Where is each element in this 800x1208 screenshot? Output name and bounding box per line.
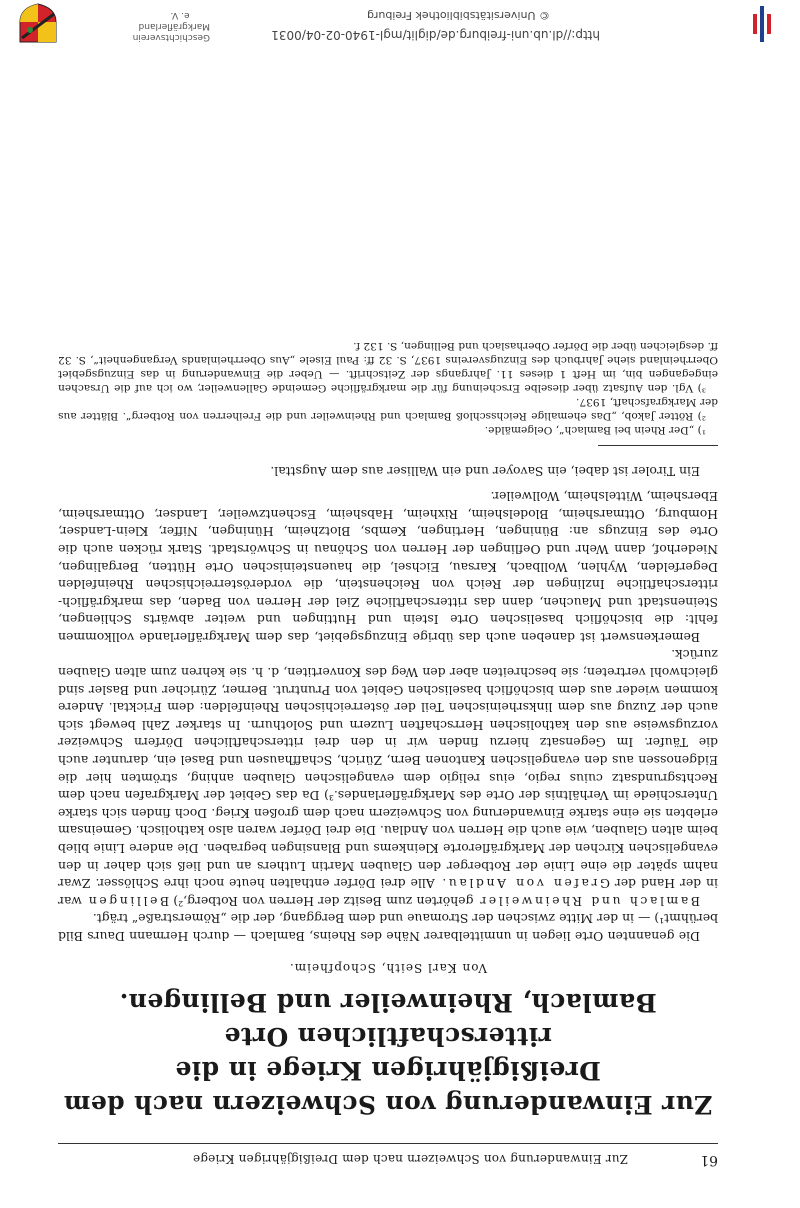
body-paragraph: [58, 646, 718, 910]
page-content: [58, 339, 718, 1168]
society-line: Geschichtsverein: [132, 32, 210, 42]
footnote: ³) Vgl. den Aufsatz über dieselbe Erscheinung für die markgräfliche Gemeinde Gallenweiler, wo ich auf die Ursachen eingegangen bin, im Heft 1 dieses 11. Jahrgangs der Zeitschrift. — Ueber die Einwanderung in das Einzugsgebiet Oberrheinland siehe Jahrbuch des Einzugsvereins 1937, S. 32 ff: Paul Eisele „Aus Oberrheinlands Vergangenheit“, S. 32 ff. desgleichen über die Dörfer Oberhaslach und Bellingen, S. 132 f.: [58, 339, 718, 394]
society-line: Markgräflerland e. V.: [138, 10, 210, 31]
article-title: [58, 985, 718, 1121]
page-number: 61: [700, 1152, 718, 1168]
footnote: ²) Rötter Jakob, „Das ehemalige Reichsschloß Bamlach und Rheinweiler und die Freiherren von Rotberg“. Blätter aus der Markgrafschaft, 1937.: [58, 395, 718, 422]
footnote-divider: [598, 445, 718, 446]
author-line: Von Karl Seith, Schopfheim.: [288, 961, 488, 975]
running-head-title: Zur Einwanderung von Schweizern nach dem Dreißigjährigen Kriege: [192, 1152, 628, 1166]
institution-credit: © Universitätsbibliothek Freiburg: [367, 9, 550, 22]
intro-paragraph: Die genannten Orte liegen in unmittelbarer Nähe des Rheins, Bamlach — durch Hermann Daurs Bild berühmt¹) — in der Mitte zwischen der Stromaue und dem Berggang, der die „Römerstraße“ trägt.: [58, 911, 718, 944]
title-line: Bamlach, Rheinweiler und Bellingen.: [119, 988, 657, 1017]
footnote: ¹) „Der Rhein bei Bamlach“, Oelgemälde.: [484, 423, 706, 436]
source-url: http://dl.ub.uni-freiburg.de/diglit/mgl-1940-02-04/0031: [271, 28, 600, 42]
ub-freiburg-logo-icon: [744, 6, 780, 42]
society-name: [132, 9, 210, 42]
emphasis-text: Bellingen: [86, 893, 170, 909]
paragraph-text: Alle drei Dörfer enthalten heute noch ihre Schlösser. Zwar nahm später die eine Linie der Rotberger den Glauben Martin Luthers an und ließ sich daher in den evangelischen Kirchen der Markgräflerorte Kleinkems und Blansingen begraben. Die andere Linie blieb beim alten Glauben, wie auch die Herren von Andlau. Die drei Dörfer waren also katholisch. Gemeinsam erlebten sie eine starke Einwanderung von Schweizern nach dem großen Krieg. Doch finden sich starke Unterschiede im Verhältnis der Orte des Markgräflerlandes.³) Da das Gebiet der Markgrafen nach dem Rechtsgrundsatz cuius regio, eius religio dem evangelischen Glauben anhing, strömten hier die Eidgenossen aus den evangelischen Kantonen Bern, Zürich, Schaffhausen und Basel ein, darunter auch die Täufer. Im Gegensatz hierzu finden wir in den drei ritterschaftlichen Dörfern Schweizer vorzugsweise aus den katholischen Herrschaften Luzern und Solothurn. In starker Zahl bewegt sich auch der Zuzug aus dem linksrheinischen Teil der österreichischen Rheinfelden: dem Fricktal. Andere kommen wieder aus dem bischöflich baselischen Gebiet von Pruntrut. Berner, Züricher und Basler sind gleichwohl vertreten; sie beschreiten aber den Weg des Konvertiten, d. h. sie kehren zum alten Glauben zurück.: [58, 647, 718, 892]
society-crest-icon: [18, 2, 58, 44]
emphasis-text: Bamlach und Rheinweiler: [477, 893, 700, 909]
paragraph-text: war in der Hand der: [58, 876, 718, 909]
emphasis-text: Grafen von Andlau.: [439, 876, 610, 892]
running-header: [58, 1143, 718, 1168]
paragraph-text: gehörten zum Besitz der Herren von Rotberg,²): [169, 893, 478, 909]
title-line: Dreißigjährigen Kriege in die ritterschaftlichen Orte: [175, 1022, 601, 1085]
body-paragraph: Bemerkenswert ist daneben auch das übrige Einzugsgebiet, das dem Markgräflerlande vollkommen fehlt: die bischöflich baselischen Orte Istein und Huttingen und weiter abwärts Schliengen, Steinenstadt und Mauchen, dann das ritterschaftliche Ziel der Herren von Baden, das markgräflich-ritterschaftliche Inzlingen der Reich von Reichenstein, die vorderösterreichischen Rheinfelden Degerfelden, Wyhlen, Wollbach, Karsau, Eichsel, die hauensteinischen Orte Hütten, Bergalingen, Niederhof, dann Wehr und Oeflingen der Herren von Schönau in Schwörstadt. Stark rücken auch die Orte des Einzugs an: Büningen, Hertingen, Kembs, Blotzheim, Hüningen, Niffer, Klein-Landser, Homburg, Ottmarsheim, Blodelsheim, Rixheim, Habsheim, Eschentzweiler, Landser, Ottmarsheim, Ebersheim, Wittelsheim, Wollweiler.: [58, 489, 718, 645]
closing-paragraph: Ein Tiroler ist dabei, ein Savoyer und ein Walliser aus dem Augsttal.: [270, 463, 700, 479]
watermark-header: [0, 0, 800, 48]
title-line: Zur Einwanderung von Schweizern nach dem: [63, 1090, 713, 1119]
